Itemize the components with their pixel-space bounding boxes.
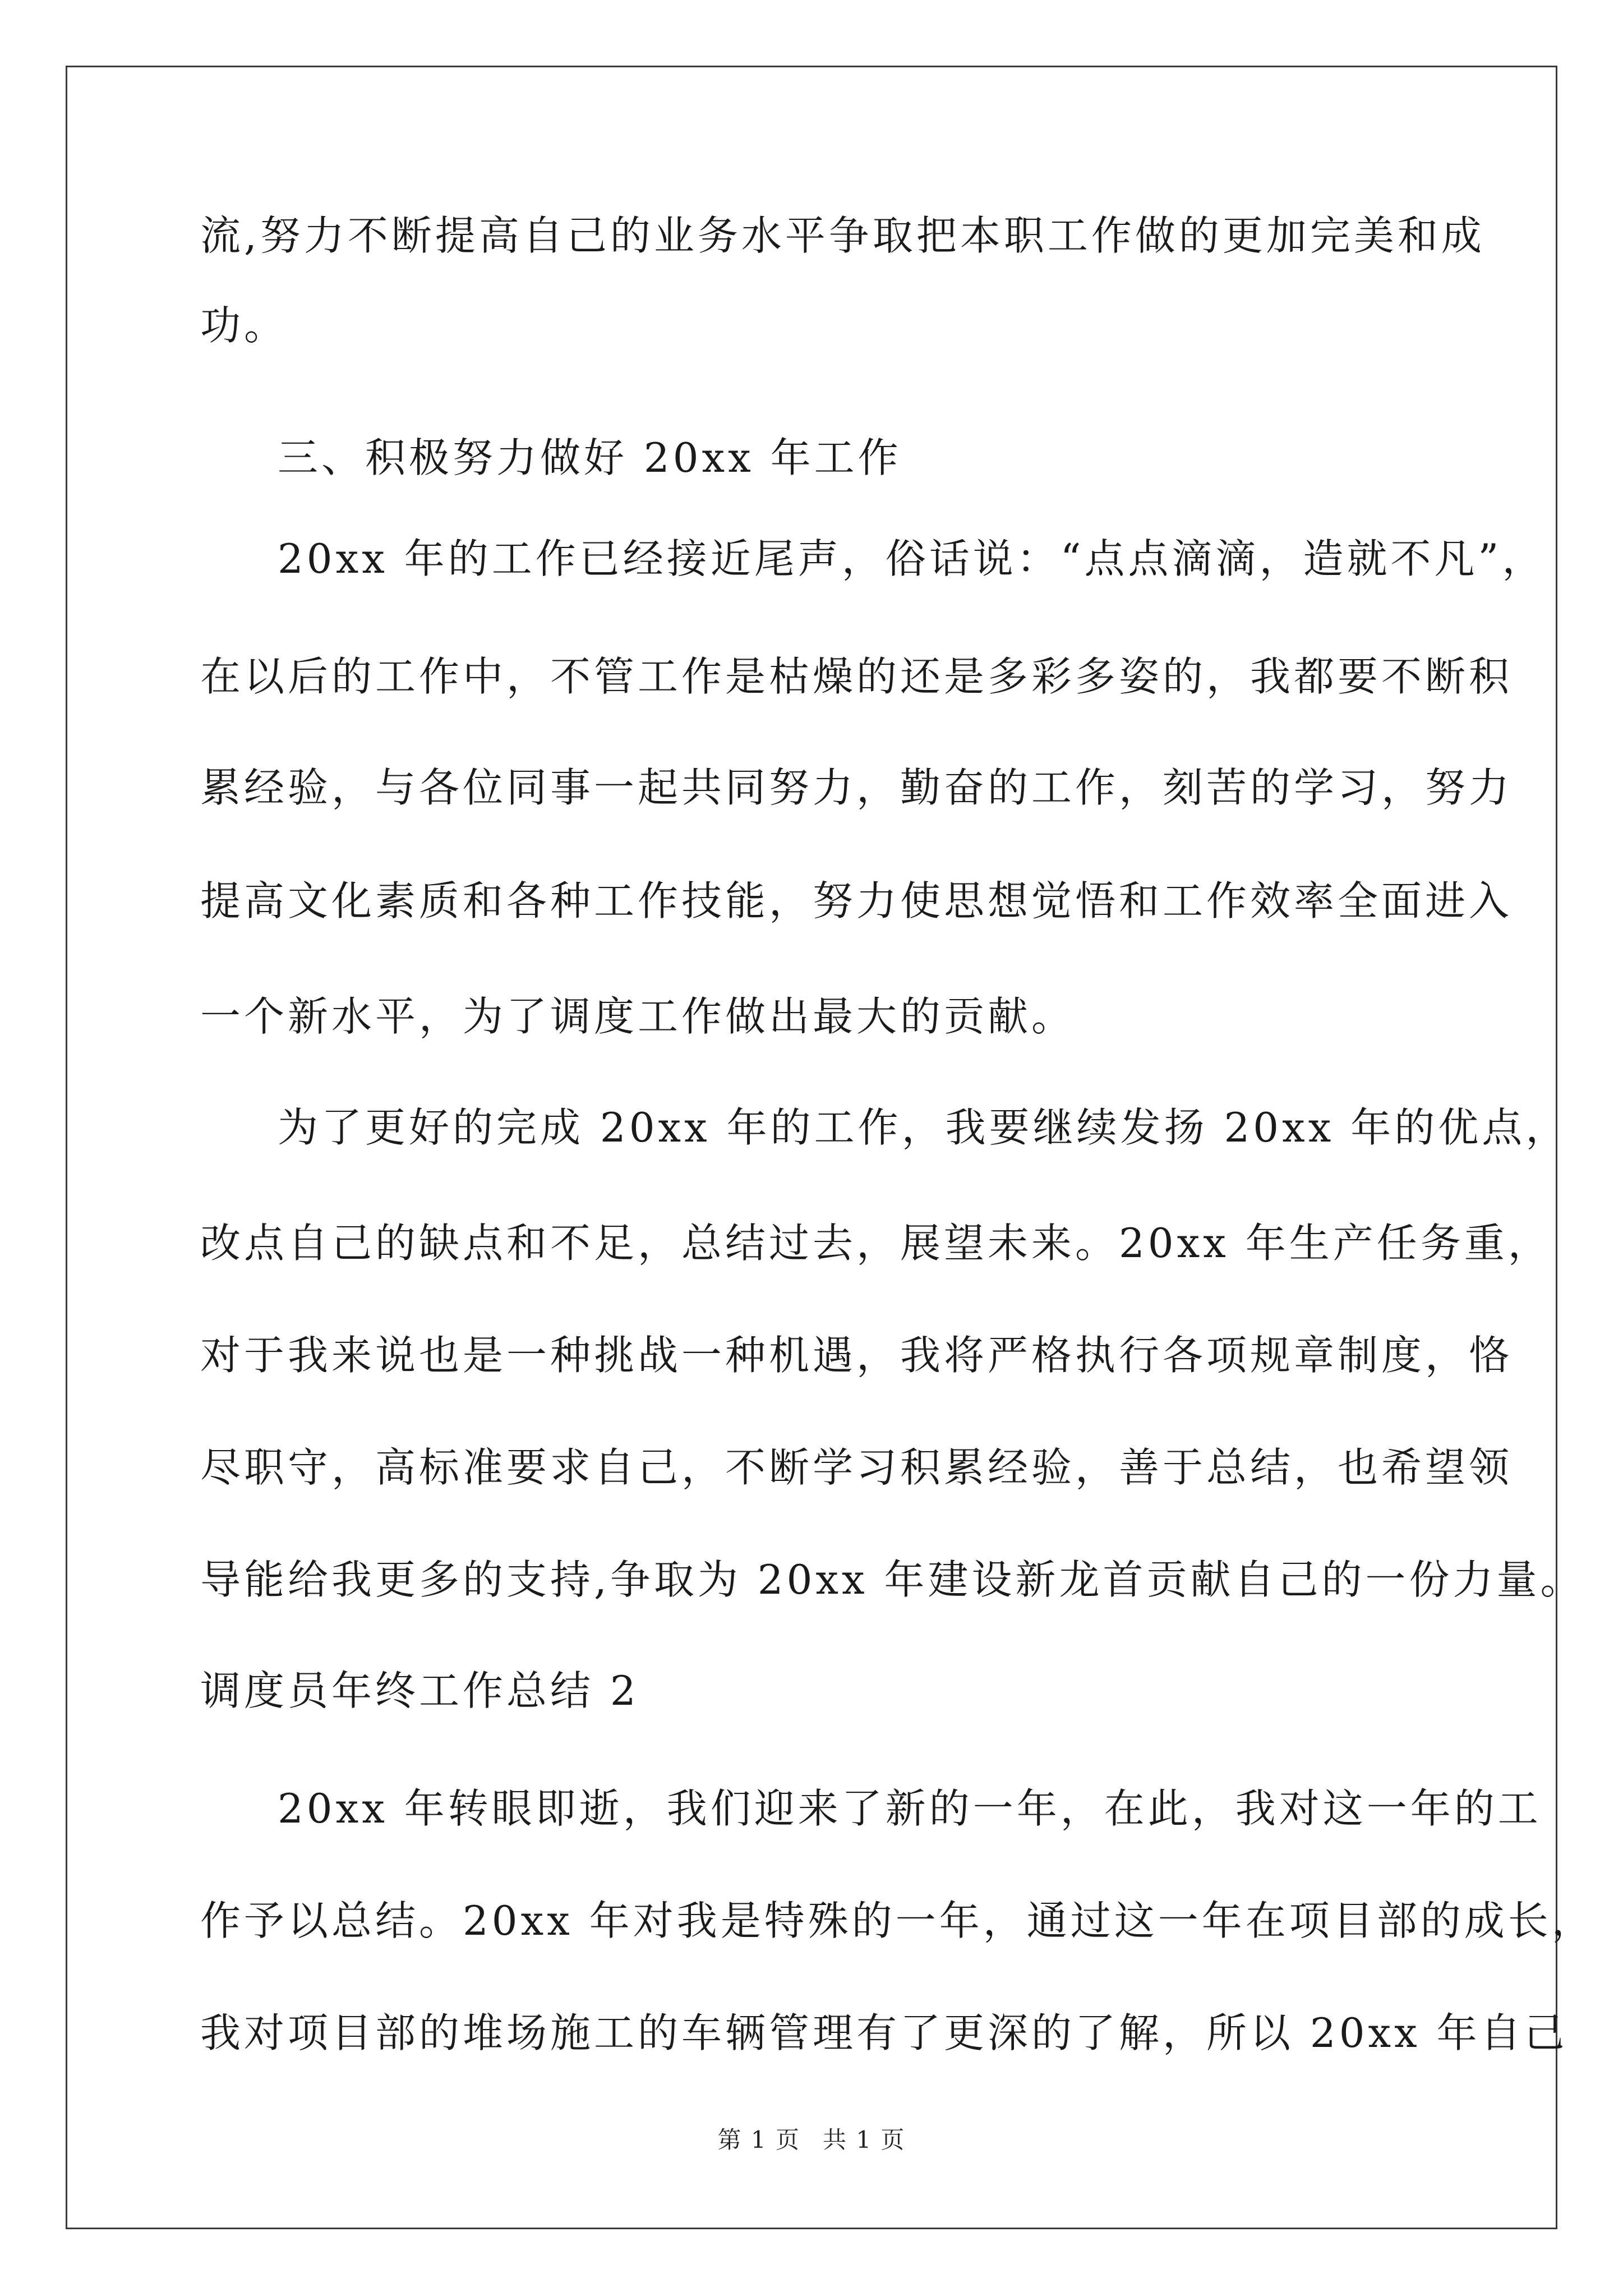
paragraph-line: 尽职守，高标准要求自己，不断学习积累经验，善于总结，也希望领 (200, 1444, 1513, 1491)
page-number: 第 1 页 (717, 2126, 800, 2154)
page-footer (0, 2123, 1623, 2157)
paragraph-line: 提高文化素质和各种工作技能，努力使思想觉悟和工作效率全面进入 (200, 877, 1513, 924)
text-line: 功。 (200, 302, 288, 349)
paragraph-line: 20xx 年转眼即逝，我们迎来了新的一年，在此，我对这一年的工 (278, 1785, 1542, 1832)
page-total: 共 1 页 (823, 2126, 906, 2154)
document-title: 调度员年终工作总结 2 (200, 1667, 639, 1714)
paragraph-line: 为了更好的完成 20xx 年的工作，我要继续发扬 20xx 年的优点， (278, 1104, 1570, 1151)
section-heading: 三、积极努力做好 20xx 年工作 (278, 434, 902, 481)
paragraph-line: 我对项目部的堆场施工的车辆管理有了更深的了解，所以 20xx 年自己 (200, 2009, 1568, 2056)
paragraph-line: 20xx 年的工作已经接近尾声，俗话说：“点点滴滴，造就不凡”， (278, 535, 1546, 582)
paragraph-line: 导能给我更多的支持,争取为 20xx 年建设新龙首贡献自己的一份力量。 (200, 1556, 1584, 1603)
paragraph-line: 在以后的工作中，不管工作是枯燥的还是多彩多姿的，我都要不断积 (200, 653, 1513, 700)
paragraph-line: 改点自己的缺点和不足，总结过去，展望未来。20xx 年生产任务重， (200, 1220, 1552, 1267)
text-line: 流,努力不断提高自己的业务水平争取把本职工作做的更加完美和成 (200, 212, 1485, 259)
paragraph-line: 一个新水平，为了调度工作做出最大的贡献。 (200, 993, 1076, 1040)
paragraph-line: 对于我来说也是一种挑战一种机遇，我将严格执行各项规章制度，恪 (200, 1332, 1513, 1379)
paragraph-line: 作予以总结。20xx 年对我是特殊的一年，通过这一年在项目部的成长， (200, 1897, 1596, 1944)
paragraph-line: 累经验，与各位同事一起共同努力，勤奋的工作，刻苦的学习，努力 (200, 764, 1513, 811)
